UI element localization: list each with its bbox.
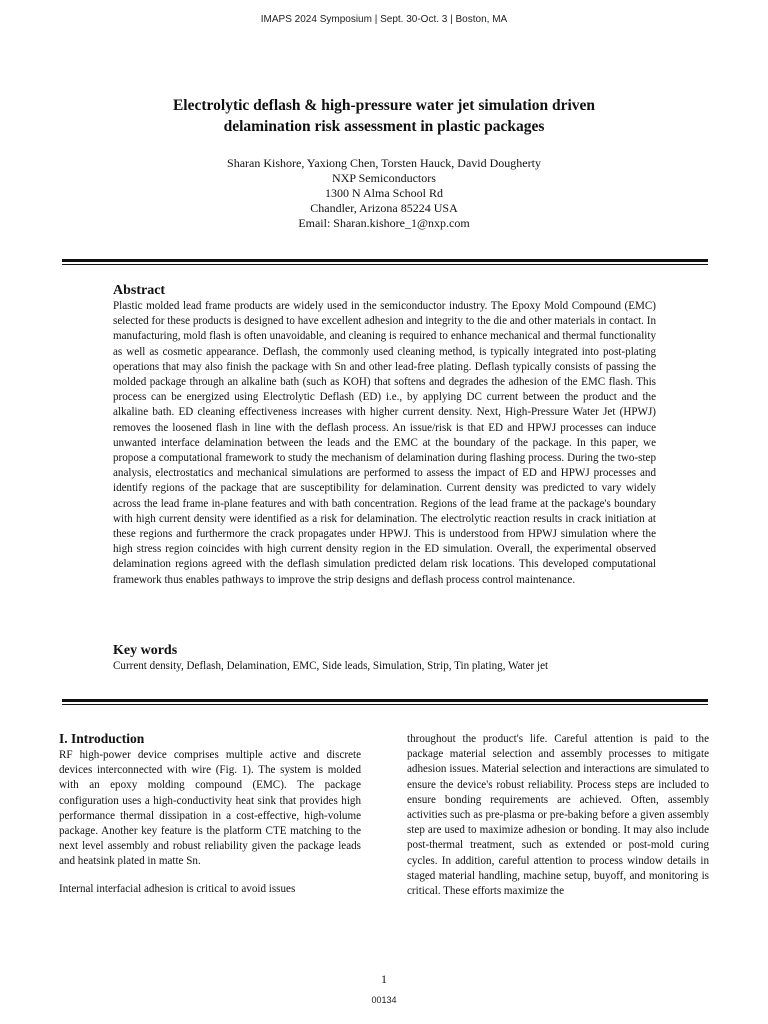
- conference-header: IMAPS 2024 Symposium | Sept. 30-Oct. 3 | Boston, MA: [260, 14, 508, 25]
- author-email: Email: Sharan.kishore_1@nxp.com: [298, 216, 470, 230]
- right-column: [407, 732, 709, 899]
- footer-code: 00134: [371, 995, 397, 1005]
- paper-title-line-2: delamination risk assessment in plastic packages: [223, 118, 545, 135]
- abstract-section: [113, 283, 656, 588]
- bottom-divider: [62, 699, 708, 705]
- address-line-1: 1300 N Alma School Rd: [324, 186, 443, 200]
- affiliation: NXP Semiconductors: [332, 171, 436, 185]
- paragraph-gap: [59, 870, 361, 882]
- author-names: Sharan Kishore, Yaxiong Chen, Torsten Hauck, David Dougherty: [227, 156, 541, 170]
- abstract-body: Plastic molded lead frame products are widely used in the semiconductor industry. The Epoxy Mold Compound (EMC) selected for these products is designed to have excellent adhesion and integrity to the die and other materials in contact. In manufacturing, mold flash is often unavoidable, and cleaning is required to enhance mechanical and thermal functionality as well as cosmetic appearance. Deflash, the commonly used cleaning method, is typically integrated into post-plating operations that may also finish the package with Sn and other lead-free plating. Deflash typically consists of passing the molded package through an alkaline bath (such as KOH) that softens and degrades the adhesion of the EMC flash. This process can be energized using Electrolytic Deflash (ED) i.e., by applying DC current between the product and the alkaline bath. ED cleaning effectiveness increases with higher current density. Next, High-Pressure Water Jet (HPWJ) removes the loosened flash in line with the deflash process. An issue/risk is that ED and HPWJ processes can induce unwanted interface delamination between the leads and the EMC at the boundary of the package. In this paper, we propose a computational framework to study the mechanism of delamination during flashing process. During the two-step analysis, electrostatics and mechanical simulations are performed to assess the impact of ED and HPWJ processes and identify regions of the package that are susceptibility for delamination. Current density was predicted to vary widely across the lead frame in-plane features and with bath concentration. Regions of the lead frame at the package's boundary with high current density were identified as a risk for delamination. The electrolytic reaction results in crack initiation at these regions and furthermore the crack propagates under HPWJ. This is understood from HPWJ simulation where the high stress region coincides with high current density region in the ED simulation. Overall, the experimental observed delamination regions agreed with the deflash simulation predicted delam risk locations. This developed computational framework thus enables pathways to improve the strip designs and deflash process control maintenance.: [113, 300, 656, 586]
- introduction-paragraph-1: RF high-power device comprises multiple active and discrete devices interconnected with wire (Fig. 1). The system is molded with an epoxy molding compound (EMC). The package configuration uses a high-conductivity heat sink that provides high performance thermal dissipation in a cost-effective, high-volume package. Another key feature is the platform CTE matching to the next level assembly and robust reliability given the package leads and heatsink plated in matte Sn.: [59, 749, 361, 868]
- keywords-section: [113, 643, 656, 674]
- introduction-continued: throughout the product's life. Careful attention is paid to the package material selection and assembly processes to mitigate adhesion issues. Material selection and interactions are simulated to ensure the device's robust reliability. Process steps are included to ensure bonding requirements are achieved. Often, assembly activities such as pre-plasma or pre-baking before a given assembly step are used to maximize adhesion or bonding. It may also include post-thermal treatment, such as extended or post-mold curing cycles. In addition, careful attention to process window details in staged material handling, machine setup, buyoff, and monitoring is critical. These efforts maximize the: [407, 733, 709, 898]
- paper-title-line-1: Electrolytic deflash & high-pressure water jet simulation driven: [172, 97, 596, 114]
- abstract-heading: Abstract: [113, 283, 166, 298]
- page-number: 1: [381, 972, 387, 986]
- keywords-heading: Key words: [113, 643, 178, 658]
- paper-title: [100, 95, 668, 137]
- keywords-body: Current density, Deflash, Delamination, EMC, Side leads, Simulation, Strip, Tin plating, Water jet: [113, 660, 549, 672]
- introduction-heading: I. Introduction: [59, 731, 145, 746]
- address-line-2: Chandler, Arizona 85224 USA: [310, 201, 458, 215]
- introduction-paragraph-2: Internal interfacial adhesion is critical to avoid issues: [59, 882, 296, 895]
- left-column: [59, 730, 361, 897]
- top-divider: [62, 259, 708, 265]
- author-block: [150, 156, 618, 231]
